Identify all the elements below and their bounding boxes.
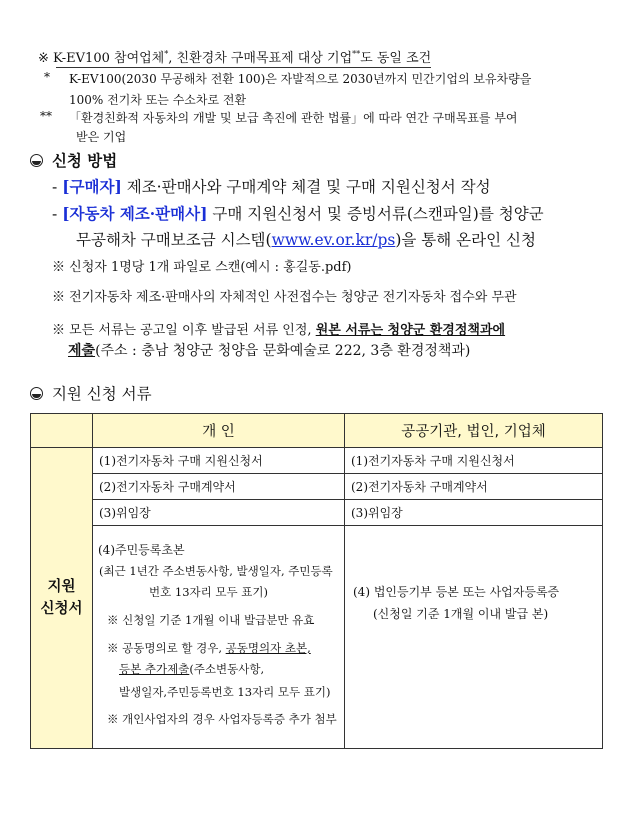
note3-d: (주소 : 충남 청양군 청양읍 문화예술로 222, 3층 환경정책과) <box>95 343 471 359</box>
ind-doc-4 <box>93 526 345 749</box>
buyer-text: 제조·판매사와 구매계약 체결 및 구매 지원신청서 작성 <box>126 178 491 196</box>
row-label-2: 신청서 <box>40 601 83 617</box>
note-mid: , 친환경차 구매목표제 대상 기업 <box>168 51 353 66</box>
header-organization: 공공기관, 법인, 기업체 <box>345 414 603 448</box>
buyer-tag: [구매자] <box>62 177 122 196</box>
footnote-2-line2: 받은 기업 <box>76 130 127 144</box>
ind-doc-4-note-2 <box>107 640 311 656</box>
ind-doc-2: (2)전기자동차 구매계약서 <box>93 474 345 500</box>
footnote-mark-1: * <box>164 49 169 59</box>
maker-text: 구매 지원신청서 및 증빙서류(스캔파일)를 청양군 <box>212 205 544 223</box>
note-underline <box>56 67 431 68</box>
method-note-1: ※ 신청자 1명당 1개 파일로 스캔(예시 : 홍길동.pdf) <box>52 260 352 275</box>
method-heading-text: 신청 방법 <box>51 152 118 170</box>
note3-b: 원본 서류는 청양군 환경정책과에 <box>315 323 506 338</box>
note3-c: 제출 <box>68 343 96 359</box>
ind-doc-1: (1)전기자동차 구매 지원신청서 <box>93 448 345 474</box>
dash: - <box>52 205 58 223</box>
header-individual: 개 인 <box>93 414 345 448</box>
docs-heading-text: 지원 신청 서류 <box>51 385 152 403</box>
k-ev100-note <box>38 47 431 66</box>
footnote-1-mark: * <box>44 70 50 84</box>
footnote-mark-2: ** <box>352 49 361 59</box>
ind-doc-4-note-2-line3: 발생일자,주민등록번호 13자리 모두 표기) <box>119 685 331 699</box>
dash: - <box>52 178 58 196</box>
note2-d: (주소변동사항, <box>189 662 265 676</box>
table-corner <box>31 414 93 448</box>
footnote-1-line1: K-EV100(2030 무공해차 전환 100)은 자발적으로 2030년까지 민간기업의 보유차량을 <box>69 72 532 86</box>
row-label-1: 지원 <box>47 579 76 595</box>
ev-system-link[interactable]: www.ev.or.kr/ps <box>271 231 396 249</box>
maker-tag: [자동차 제조·판매사] <box>62 204 208 223</box>
footnote-1-line2: 100% 전기차 또는 수소차로 전환 <box>69 93 247 107</box>
ind-doc-4-note-2-line2 <box>119 661 264 677</box>
method-note-3-line2 <box>68 340 470 360</box>
bullet-circle-icon <box>30 154 43 167</box>
documents-table <box>30 413 603 749</box>
method-item-maker <box>52 202 544 224</box>
maker-line2-a: 무공해차 구매보조금 시스템( <box>76 231 272 249</box>
note3-a: ※ 모든 서류는 공고일 이후 발급된 서류 인정, <box>52 323 312 338</box>
ind-doc-4-note-1: ※ 신청일 기준 1개월 이내 발급분만 유효 <box>107 613 315 627</box>
ind-doc-4-detail-2: 번호 13자리 모두 표기) <box>149 585 268 599</box>
note2-b: 공동명의자 초본, <box>225 641 311 655</box>
org-doc-4-line2: (신청일 기준 1개월 이내 발급 본) <box>373 607 549 621</box>
method-item-maker-line2 <box>76 228 536 250</box>
org-doc-2: (2)전기자동차 구매계약서 <box>345 474 603 500</box>
ind-doc-4-detail-1: (최근 1년간 주소변동사항, 발생일자, 주민등록 <box>99 564 333 578</box>
note-end: 도 동일 조건 <box>360 51 432 66</box>
note2-a: ※ 공동명의로 할 경우, <box>107 641 222 655</box>
ind-doc-3: (3)위임장 <box>93 500 345 526</box>
footnote-2-line1: 「환경친화적 자동차의 개발 및 보급 촉진에 관한 법률」에 따라 연간 구매목표를 부여 <box>69 111 518 125</box>
note2-c: 등본 추가제출 <box>119 662 190 676</box>
org-doc-3: (3)위임장 <box>345 500 603 526</box>
note-prefix: ※ K-EV100 참여업체 <box>38 51 165 66</box>
method-note-2: ※ 전기자동차 제조·판매사의 자체적인 사전접수는 청양군 전기자동차 접수와 무관 <box>52 290 517 305</box>
row-label <box>31 448 93 749</box>
method-heading <box>30 149 117 171</box>
method-item-buyer <box>52 175 491 197</box>
org-doc-1: (1)전기자동차 구매 지원신청서 <box>345 448 603 474</box>
docs-heading <box>30 382 152 404</box>
method-note-3 <box>52 319 505 338</box>
bullet-circle-icon <box>30 387 43 400</box>
org-doc-4-line1: (4) 법인등기부 등본 또는 사업자등록증 <box>353 585 560 599</box>
ind-doc-4-note-3: ※ 개인사업자의 경우 사업자등록증 추가 첨부 <box>107 712 337 726</box>
maker-line2-b: )을 통해 온라인 신청 <box>395 231 536 249</box>
org-doc-4 <box>345 526 603 749</box>
footnote-2-mark: ** <box>40 109 52 123</box>
ind-doc-4-title: (4)주민등록초본 <box>98 543 185 557</box>
